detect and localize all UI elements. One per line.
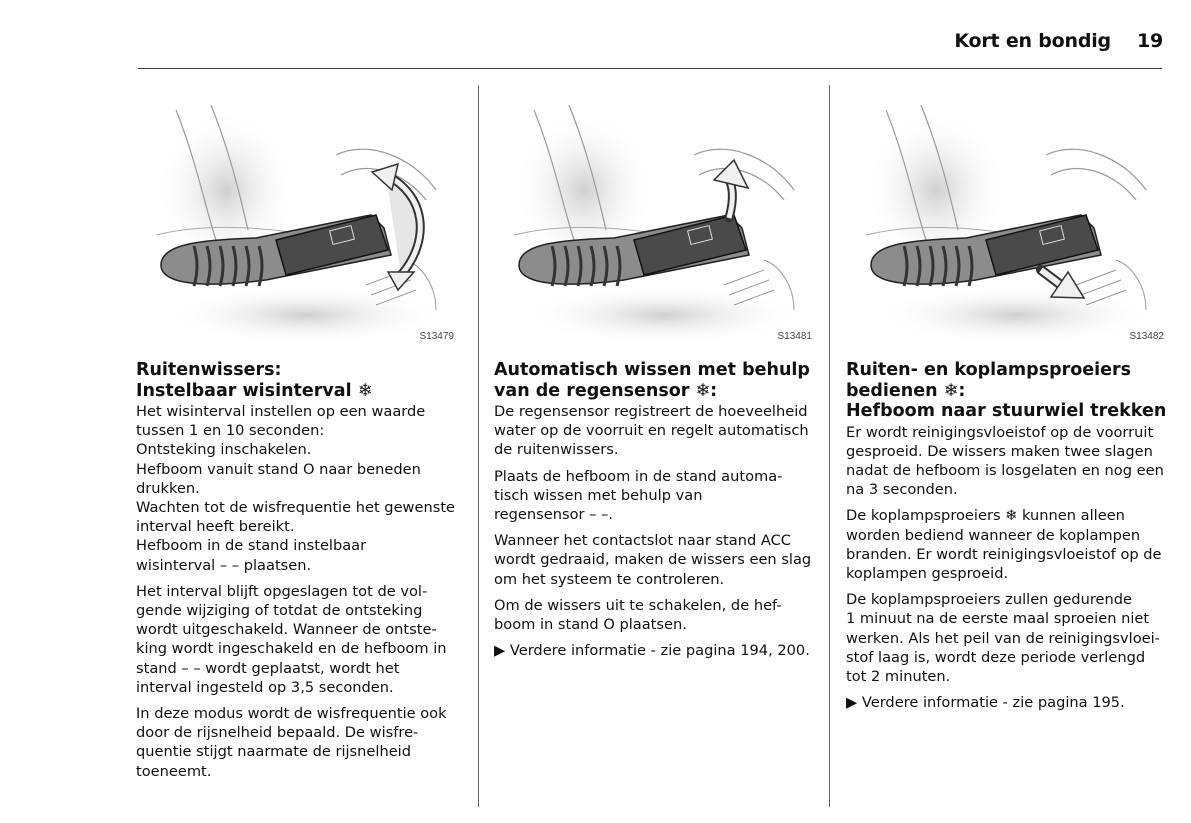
figure-code: S13479	[419, 331, 454, 342]
page-number: 19	[1136, 30, 1163, 52]
section-title-line: Instelbaar wisinterval ❄	[136, 380, 373, 401]
text-line: boom in stand O plaatsen.	[494, 616, 687, 634]
text-line: branden. Er wordt reinigingsvloeistof op de	[846, 545, 1162, 563]
text-line: stof laag is, wordt deze periode verlengd	[846, 648, 1146, 666]
text-line: wordt uitgeschakeld. Wanneer de ontste-	[136, 621, 437, 639]
column-divider	[478, 85, 479, 807]
text-line: tot 2 minuten.	[846, 667, 951, 685]
section-text	[136, 360, 466, 781]
text-line: Ontsteking inschakelen.	[136, 441, 312, 459]
text-line: werken. Als het peil van de reinigingsvloei-	[846, 629, 1160, 647]
text-line: Plaats de hefboom in de stand automa-	[494, 467, 783, 485]
text-line: quentie stijgt naarmate de rijsnelheid	[136, 743, 411, 761]
column-rain-sensor	[494, 100, 819, 667]
text-line: Hefboom in de stand instelbaar	[136, 537, 367, 555]
text-line: drukken.	[136, 479, 200, 497]
text-line: na 3 seconden.	[846, 481, 958, 499]
paragraph	[494, 531, 819, 589]
text-line: gende wijziging of totdat de ontsteking	[136, 602, 423, 620]
text-line: tisch wissen met behulp van	[494, 486, 703, 504]
text-line: de ruitenwissers.	[494, 441, 619, 459]
text-line: stand – – wordt geplaatst, wordt het	[136, 659, 400, 677]
text-line: water op de voorruit en regelt automatisch	[494, 422, 809, 440]
section-title-line: Automatisch wissen met behulp	[494, 360, 810, 380]
lever-drawing	[494, 100, 816, 342]
text-line: Wachten tot de wisfrequentie het gewenste	[136, 499, 456, 517]
text-line: Om de wissers uit te schakelen, de hef-	[494, 596, 782, 614]
text-line: In deze modus wordt de wisfrequentie ook	[136, 705, 447, 723]
lever-illustration	[494, 100, 816, 342]
lever-illustration	[846, 100, 1168, 342]
header-rule	[138, 68, 1162, 69]
section-title-line: bedienen ❄:	[846, 380, 966, 401]
lever-drawing	[846, 100, 1168, 342]
paragraph	[494, 402, 819, 460]
section-title	[494, 360, 819, 401]
paragraph	[494, 641, 819, 660]
text-line: ▶ Verdere informatie - zie pagina 195.	[846, 694, 1125, 712]
section-title	[846, 360, 1168, 422]
figure-code: S13481	[777, 331, 812, 342]
text-line: Wanneer het contactslot naar stand ACC	[494, 532, 791, 550]
text-line: Het wisinterval instellen op een waarde	[136, 403, 426, 420]
lever-drawing	[136, 100, 458, 342]
text-line: om het systeem te controleren.	[494, 570, 725, 588]
paragraph	[136, 402, 466, 575]
text-line: ▶ Verdere informatie - zie pagina 194, 200.	[494, 642, 810, 660]
text-line: tussen 1 en 10 seconden:	[136, 422, 325, 440]
text-line: 1 minuut na de eerste maal sproeien niet	[846, 610, 1150, 628]
text-line: worden bediend wanneer de koplampen	[846, 526, 1141, 544]
page-header	[954, 30, 1163, 52]
column-divider	[829, 85, 830, 807]
text-line: interval heeft bereikt.	[136, 518, 295, 536]
paragraph	[846, 506, 1168, 583]
header-title: Kort en bondig	[954, 30, 1111, 52]
section-title	[136, 360, 466, 401]
text-line: door de rijsnelheid bepaald. De wisfre-	[136, 724, 419, 742]
text-line: De koplampsproeiers ❄ kunnen alleen	[846, 507, 1125, 525]
text-line: king wordt ingeschakeld en de hefboom in	[136, 640, 447, 658]
paragraph	[846, 693, 1168, 712]
column-wiper-interval	[136, 100, 466, 788]
paragraph	[494, 467, 819, 525]
text-line: koplampen gesproeid.	[846, 564, 1009, 582]
section-title-line: Hefboom naar stuurwiel trekken	[846, 401, 1167, 421]
text-line: gesproeid. De wissers maken twee slagen	[846, 442, 1153, 460]
paragraph	[846, 423, 1168, 500]
text-line: Het interval blijft opgeslagen tot de vol-	[136, 582, 428, 600]
section-text	[494, 360, 819, 660]
section-title-line: Ruiten- en koplampsproeiers	[846, 360, 1132, 380]
column-washers	[846, 100, 1168, 719]
paragraph	[136, 582, 466, 697]
text-line: toeneemt.	[136, 762, 212, 780]
text-line: De koplampsproeiers zullen gedurende	[846, 591, 1132, 609]
text-line: interval ingesteld op 3,5 seconden.	[136, 678, 394, 696]
section-title-line: van de regensensor ❄:	[494, 380, 718, 401]
text-line: De regensensor registreert de hoeveelheid	[494, 403, 808, 420]
section-text	[846, 360, 1168, 712]
paragraph	[846, 590, 1168, 686]
lever-illustration	[136, 100, 458, 342]
paragraph	[136, 704, 466, 781]
text-line: nadat de hefboom is losgelaten en nog een	[846, 461, 1164, 479]
text-line: wisinterval – – plaatsen.	[136, 556, 312, 574]
figure-code: S13482	[1129, 331, 1164, 342]
section-title-line: Ruitenwissers:	[136, 360, 282, 380]
text-line: Er wordt reinigingsvloeistof op de voorruit	[846, 423, 1154, 441]
text-line: regensensor – –.	[494, 506, 614, 524]
paragraph	[494, 596, 819, 634]
text-line: Hefboom vanuit stand O naar beneden	[136, 460, 421, 478]
text-line: wordt gedraaid, maken de wissers een slag	[494, 551, 812, 569]
